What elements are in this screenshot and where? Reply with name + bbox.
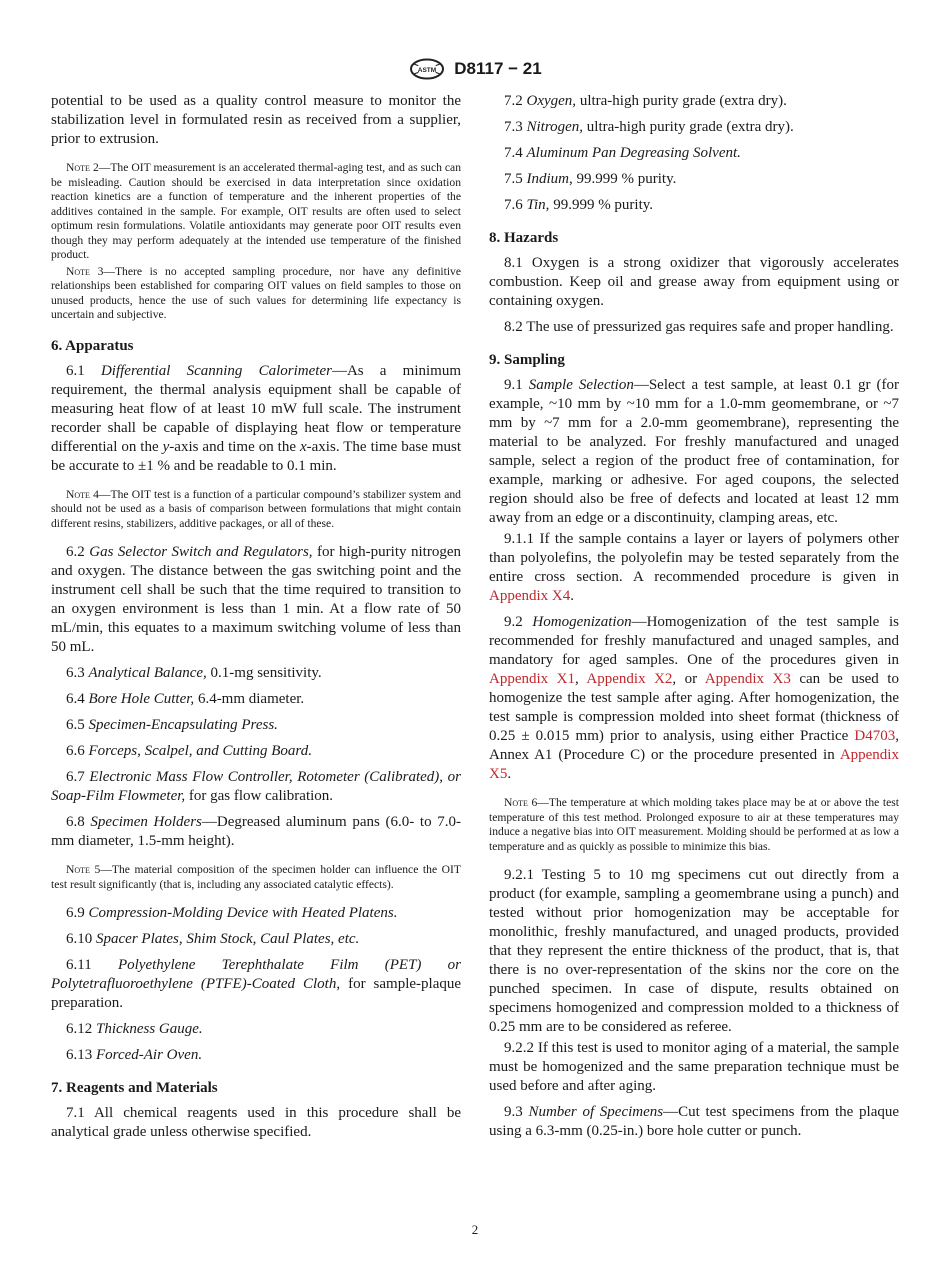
left-column: [51, 92, 461, 1149]
paragraph-6-2: 6.2 Gas Selector Switch and Regulators, for high-purity nitrogen and oxygen. The distance between the gas switching point and the instrument cell shall be such that the time required to transition to an oxygen environment is less than 1 min. At a flow rate of 50 mL/min, this equates to a maximum switching volume of less than 50 mL.: [51, 544, 461, 655]
paragraph-9-3: 9.3 Number of Specimens—Cut test specimens from the plaque using a 6.3-mm (0.25-in.) bore hole cutter or punch.: [489, 1104, 900, 1139]
paragraph-6-6: 6.6 Forceps, Scalpel, and Cutting Board.: [66, 743, 312, 759]
paragraph-6-1: 6.1 Differential Scanning Calorimeter—As a minimum requirement, the thermal analysis equipment shall be capable of measuring heat flow of at least 10 mW full scale. The instrument recorder shall be capable of displaying heat flow or temperature differential on the y-axis and time on the x-axis. The time base must be accurate to ±1 % and be readable to 0.1 min.: [51, 362, 461, 474]
paragraph-6-5: 6.5 Specimen-Encapsulating Press.: [66, 717, 278, 733]
svg-text:ASTM: ASTM: [418, 66, 437, 74]
paragraph-6-12: 6.12 Thickness Gauge.: [66, 1021, 203, 1037]
appendix-x5-link[interactable]: Appendix X5: [489, 747, 899, 782]
note-4: Note 4—The OIT test is a function of a particular compound’s stabilizer system and should not be used as a basis of comparison between formulations that might contain different resins, stabilizers, additive packages, or all of these.: [51, 487, 461, 530]
paragraph-6-11: 6.11 Polyethylene Terephthalate Film (PET) or Polytetrafluoroethylene (PTFE)-Coated Cloth, for sample-plaque preparation.: [51, 957, 462, 1011]
appendix-x3-link[interactable]: Appendix X3: [704, 671, 791, 687]
note-3: Note 3—There is no accepted sampling procedure, nor have any definitive relationships been established for comparing OIT values on field samples to those on unused products, hence the use of such values for determining life expectancy is uncertain and subjective.: [51, 264, 461, 321]
d4703-link[interactable]: D4703: [854, 728, 896, 744]
paragraph-9-1-1: 9.1.1 If the sample contains a layer or layers of polymers other than polyolefins, the polyolefin may be tested separately from the entire cross section. A recommended procedure is given in Appendix X4.: [489, 531, 899, 604]
right-column: [489, 92, 899, 1148]
paragraph-9-1: 9.1 Sample Selection—Select a test sample, at least 0.1 gr (for example, ~10 mm by ~10 mm for a 1.0-mm geomembrane, or ~7 mm by ~7 mm for a 2.0-mm geomembrane), representing the material to be analyzed. For freshly manufactured and unaged sample, select a region of the product free of contamination, for example, marking or adhesive. For aged coupons, the selected region should also be free of defects and located at least 12 mm away from an edge or a discontinuity, clamping areas, etc.: [489, 377, 899, 526]
paragraph-6-3: 6.3 Analytical Balance, 0.1-mg sensitivity.: [66, 665, 322, 681]
appendix-x4-link[interactable]: Appendix X4: [489, 588, 571, 604]
page-header: [0, 58, 950, 82]
astm-logo-icon: [408, 58, 446, 80]
paragraph-8-2: 8.2 The use of pressurized gas requires safe and proper handling.: [504, 319, 894, 335]
note-5: Note 5—The material composition of the specimen holder can influence the OIT test result significantly (that is, including any associated catalytic effects).: [51, 863, 462, 891]
section-heading-reagents: 7. Reagents and Materials: [51, 1080, 218, 1096]
paragraph-6-8: 6.8 Specimen Holders—Degreased aluminum pans (6.0- to 7.0-mm diameter, 1.5-mm height).: [51, 814, 462, 849]
appendix-x1-link[interactable]: Appendix X1: [489, 671, 575, 687]
paragraph-6-13: 6.13 Forced-Air Oven.: [66, 1047, 203, 1063]
intro-paragraph: potential to be used as a quality control measure to monitor the stabilization level in formulated resin as received from a supplier, prior to extrusion.: [51, 93, 461, 147]
paragraph-9-2: 9.2 Homogenization—Homogenization of the test sample is recommended for freshly manufactured and unaged samples, and mandatory for aged samples. One of the procedures given in Appendix X1, Appendix X2, or Appendix X3 can be used to homogenize the test sample after aging. After homogenization, the test sample is compression molded into sheet format (thickness of 0.25 ± 0.015 mm) prior to analysis, using either Practice D4703, Annex A1 (Procedure C) or the procedure presented in Appendix X5.: [489, 614, 900, 782]
paragraph-6-9: 6.9 Compression-Molding Device with Heated Platens.: [66, 905, 398, 921]
section-heading-apparatus: 6. Apparatus: [51, 337, 134, 354]
paragraph-6-10: 6.10 Spacer Plates, Shim Stock, Caul Plates, etc.: [66, 931, 360, 947]
paragraph-9-2-2: 9.2.2 If this test is used to monitor aging of a material, the sample must be homogenized and the same preparation technique must be used before and after aging.: [489, 1040, 899, 1094]
paragraph-7-1: 7.1 All chemical reagents used in this procedure shall be analytical grade unless otherwise specified.: [51, 1105, 461, 1140]
paragraph-6-4: 6.4 Bore Hole Cutter, 6.4-mm diameter.: [66, 691, 305, 707]
paragraph-7-5: 7.5 Indium, 99.999 % purity.: [504, 171, 677, 187]
section-heading-sampling: 9. Sampling: [489, 352, 565, 368]
note-2: Note 2—The OIT measurement is an accelerated thermal-aging test, and as such can be misleading. Caution should be exercised in data interpretation since oxidation reaction kinetics are a function of temperature and the inherent properties of the additives contained in the sample. For example, OIT results are often used to select optimum resin formulations. Volatile antioxidants may generate poor OIT results even though they may perform adequately at the intended use temperature of the finished product.: [51, 161, 461, 261]
note-6: Note 6—The temperature at which molding takes place may be at or above the test temperature of this test method. Prolonged exposure to air at these temperatures may induce a negative bias into OIT measurement. Molding should be performed at as low a temperature and as quickly as possible to minimize this bias.: [489, 796, 899, 853]
page-number: 2: [471, 1222, 479, 1237]
paragraph-8-1: 8.1 Oxygen is a strong oxidizer that vigorously accelerates combustion. Keep oil and grease away from equipment using or containing oxygen.: [489, 255, 899, 309]
paragraph-7-6: 7.6 Tin, 99.999 % purity.: [504, 197, 654, 213]
paragraph-6-7: 6.7 Electronic Mass Flow Controller, Rotometer (Calibrated), or Soap-Film Flowmeter, for gas flow calibration.: [51, 769, 462, 804]
paragraph-7-4: 7.4 Aluminum Pan Degreasing Solvent.: [504, 145, 741, 161]
appendix-x2-link[interactable]: Appendix X2: [586, 671, 673, 687]
paragraph-9-2-1: 9.2.1 Testing 5 to 10 mg specimens cut out directly from a product (for example, sampling a geomembrane using a punch) and tested without prior homogenization may be acceptable for monolithic, freshly manufactured, and unaged products, provided that they represent the entire thickness of the product, that is, that there is no over-representation of the skins nor the core on the punched specimen. In case of dispute, results obtained on specimens homogenized and compression molded to a thickness of 0.25 mm are to be considered as referee.: [489, 867, 899, 1035]
paragraph-7-3: 7.3 Nitrogen, ultra-high purity grade (extra dry).: [504, 119, 794, 135]
document-designation: D8117 − 21: [454, 59, 542, 78]
section-heading-hazards: 8. Hazards: [489, 230, 559, 246]
paragraph-7-2: 7.2 Oxygen, ultra-high purity grade (extra dry).: [504, 93, 787, 109]
